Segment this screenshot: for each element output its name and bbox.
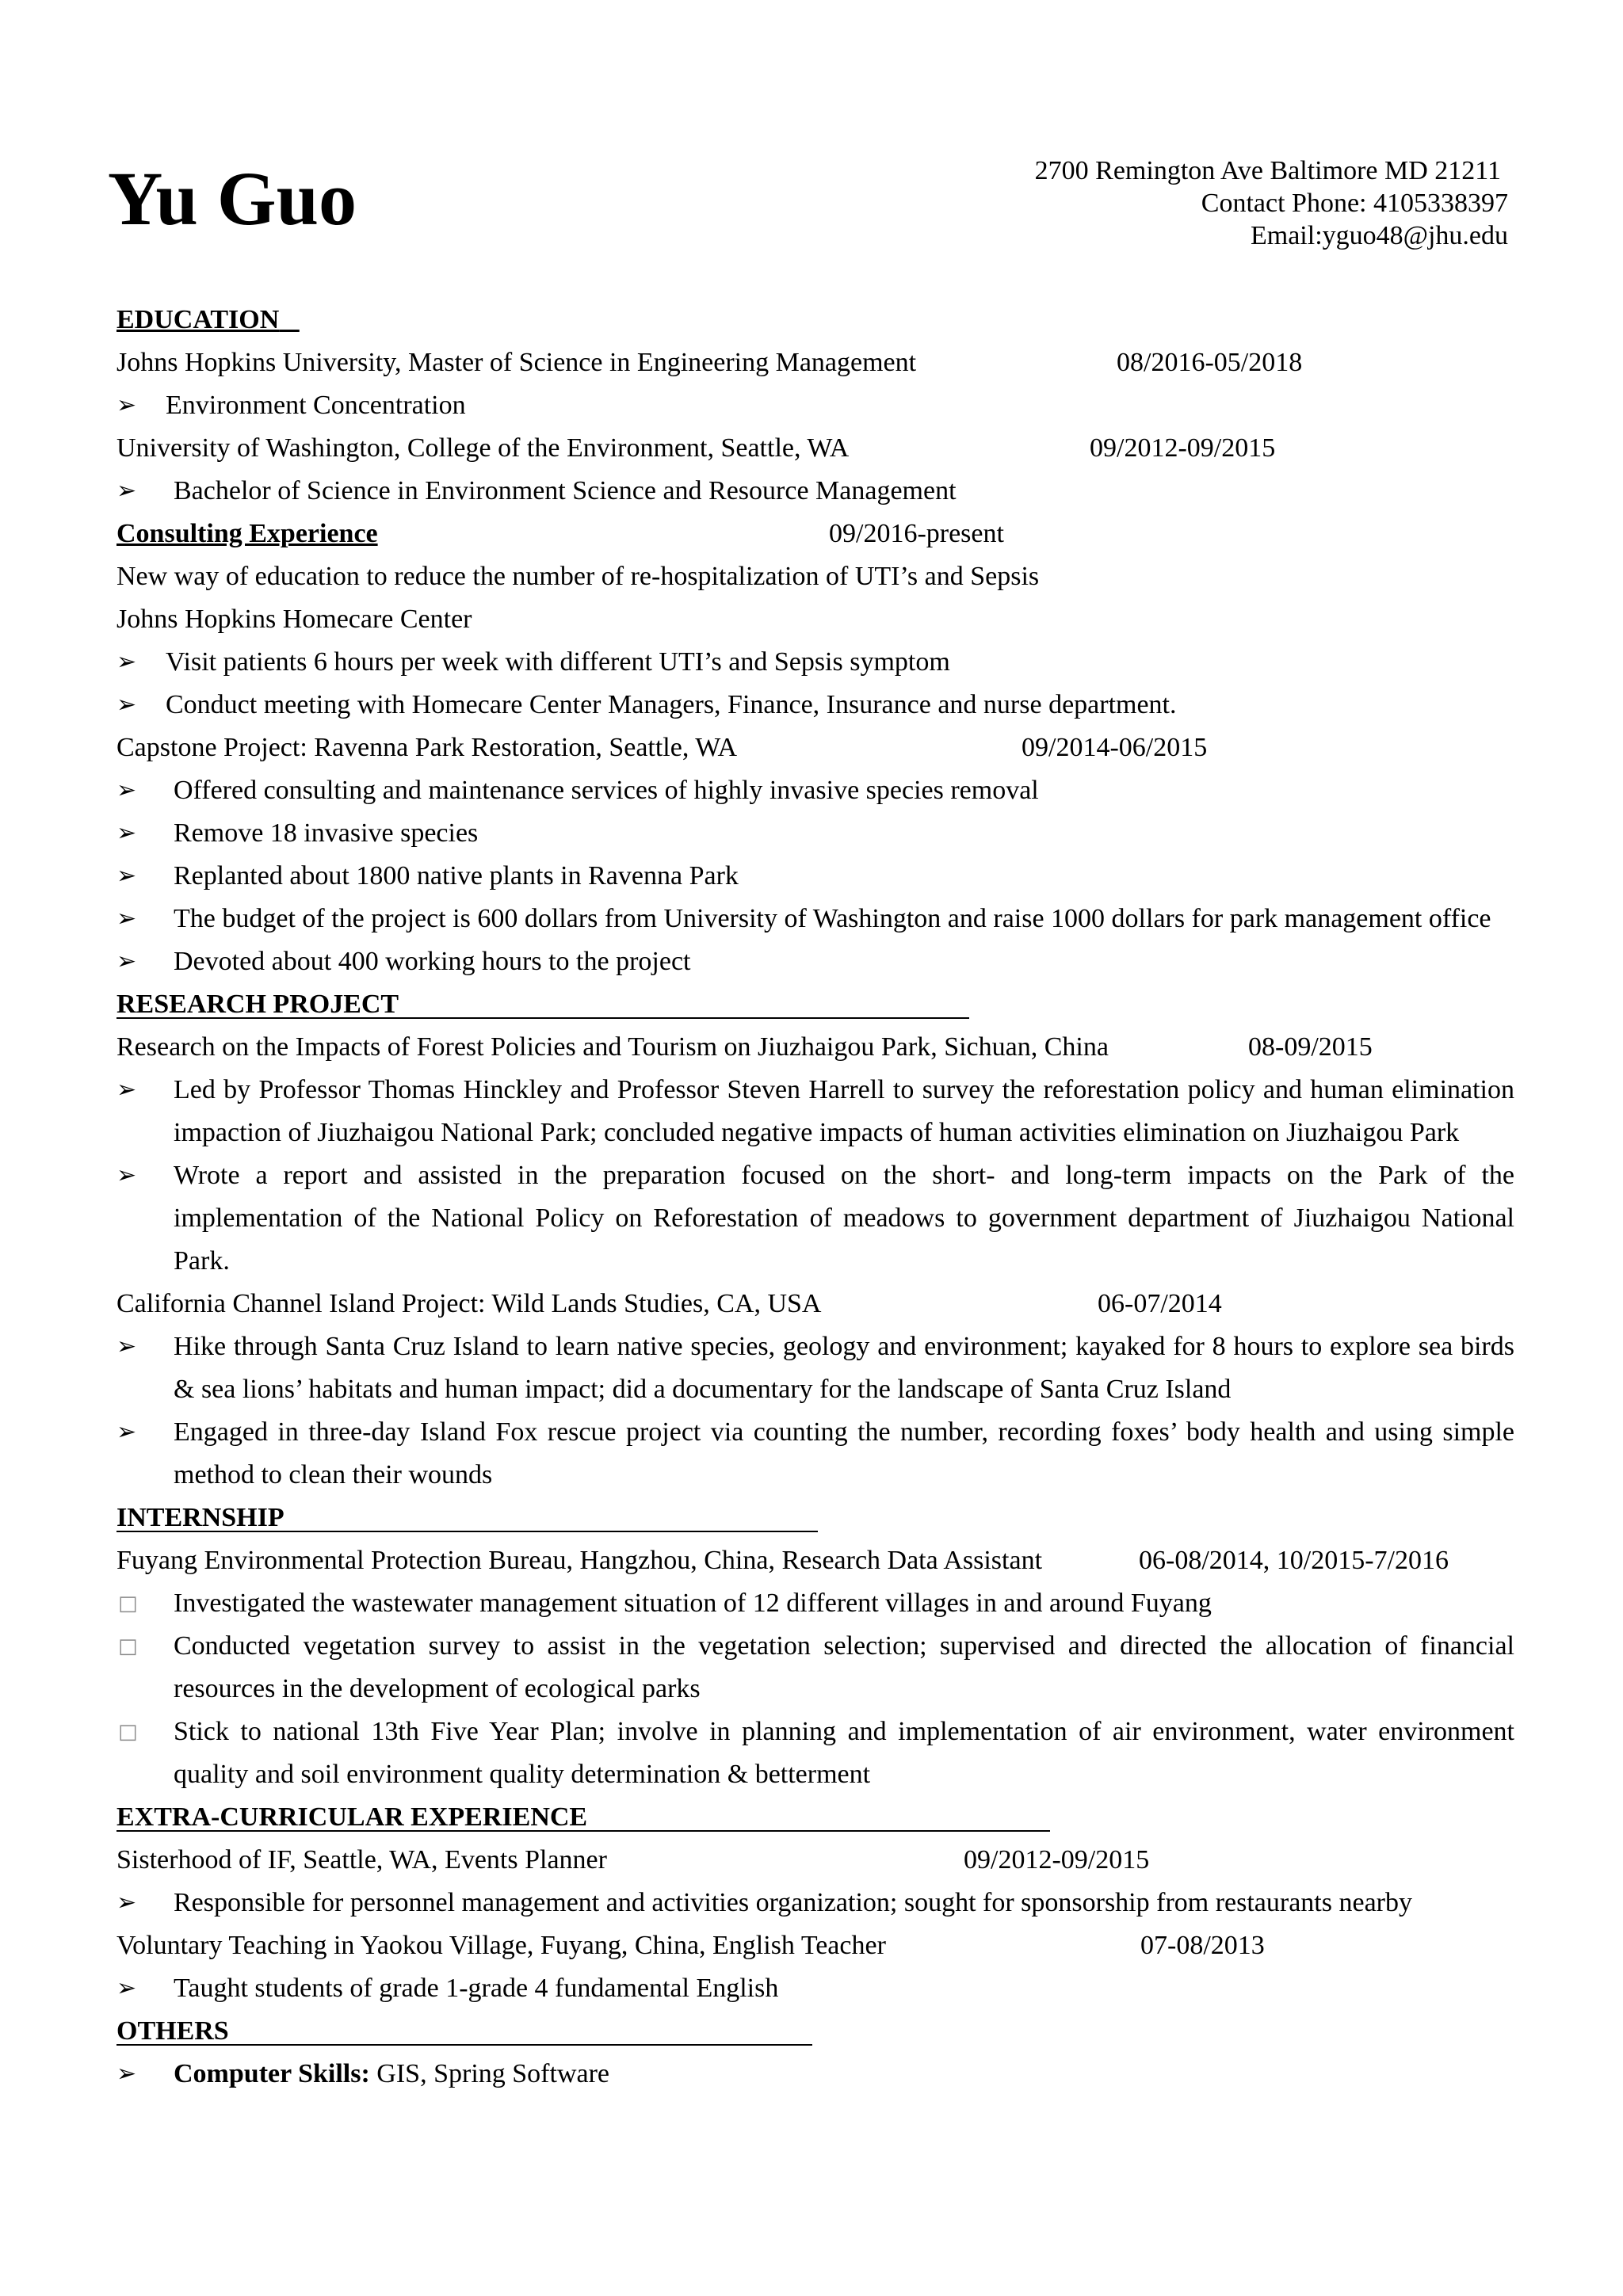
section-heading-education: EDUCATION [116,305,280,334]
address: 2700 Remington Ave Baltimore MD 21211 [1034,156,1501,185]
box-bullet-icon: □ [118,1634,138,1658]
arrow-bullet-icon: ➢ [116,1076,137,1104]
section-heading-extracurricular: EXTRA-CURRICULAR EXPERIENCE [116,1802,588,1832]
arrow-bullet-icon: ➢ [116,1418,137,1446]
arrow-bullet-icon: ➢ [116,2060,137,2088]
entry-date: 06-08/2014, 10/2015-7/2016 [1139,1546,1449,1575]
bullet-item [116,1882,1514,1924]
arrow-bullet-icon: ➢ [116,1974,137,2002]
arrow-bullet-icon: ➢ [116,1161,137,1189]
bullet-item [116,470,1514,513]
arrow-bullet-icon: ➢ [116,477,137,505]
entry-title: Sisterhood of IF, Seattle, WA, Events Planner [116,1845,607,1875]
entry-date: 08/2016-05/2018 [1117,348,1303,377]
text-line: Johns Hopkins Homecare Center [116,605,472,634]
section-internship [116,1497,1514,1539]
bullet-item [116,940,1514,983]
bullet-text: Conducted vegetation survey to assist in the vegetation selection; supervised and directed the allocation of financial resources in the development of ecological parks [174,1631,1514,1703]
section-heading-others: OTHERS [116,2016,229,2046]
entry-title: Research on the Impacts of Forest Policies and Tourism on Jiuzhaigou Park, Sichuan, China [116,1032,1109,1062]
bullet-text: Wrote a report and assisted in the preparation focused on the short- and long-term impacts on the Park of the implementation of the National Policy on Reforestation of meadows to government department of Jiuzhaigou National Park. [174,1161,1514,1276]
bullet-text: Led by Professor Thomas Hinckley and Professor Steven Harrell to survey the reforestation policy and human elimination impaction of Jiuzhaigou National Park; concluded negative impacts of human activities elimination on Jiuzhaigou Park [174,1075,1514,1147]
entry-title: California Channel Island Project: Wild Lands Studies, CA, USA [116,1289,822,1318]
bullet-item [116,1582,1514,1625]
bullet-text: Visit patients 6 hours per week with different UTI’s and Sepsis symptom [166,647,950,677]
bullet-item [116,855,1514,898]
section-research [116,983,1514,1026]
entry-uw [116,427,1514,470]
bullet-text: Taught students of grade 1-grade 4 fundamental English [174,1974,779,2003]
arrow-bullet-icon: ➢ [116,648,137,676]
entry-fuyang [116,1539,1514,1582]
bullet-item [116,1711,1514,1796]
section-others [116,2010,1514,2053]
bullet-text: Investigated the wastewater management situation of 12 different villages in and around Fuyang [174,1589,1212,1618]
entry-date: 09/2014-06/2015 [1022,733,1208,762]
bullet-item [116,769,1514,812]
bullet-item [116,1625,1514,1711]
skills-label: Computer Skills: [174,2059,370,2088]
entry-yaokou [116,1924,1514,1967]
entry-title: University of Washington, College of the Environment, Seattle, WA [116,433,850,463]
arrow-bullet-icon: ➢ [116,776,137,804]
bullet-item [116,1967,1514,2010]
bullet-text: Bachelor of Science in Environment Science and Resource Management [174,476,957,505]
bullet-item [116,1154,1514,1283]
bullet-text: The budget of the project is 600 dollars from University of Washington and raise 1000 dollars for park management office [174,904,1491,933]
resume-body [116,299,1514,2096]
bullet-item [116,1325,1514,1411]
skills-value: GIS, Spring Software [369,2059,609,2088]
arrow-bullet-icon: ➢ [116,862,137,890]
bullet-item [116,384,1514,427]
arrow-bullet-icon: ➢ [116,1889,137,1917]
entry-date: 07-08/2013 [1140,1931,1265,1960]
entry-title: Fuyang Environmental Protection Bureau, Hangzhou, China, Research Data Assistant [116,1546,1043,1575]
text-line: New way of education to reduce the number of re-hospitalization of UTI’s and Sepsis [116,562,1040,591]
bullet-text: Remove 18 invasive species [174,818,479,848]
bullet-item [116,1069,1514,1154]
bullet-item [116,684,1514,727]
entry-date: 09/2016-present [829,519,1004,548]
bullet-text: Offered consulting and maintenance services of highly invasive species removal [174,776,1039,805]
arrow-bullet-icon: ➢ [116,691,137,719]
arrow-bullet-icon: ➢ [116,391,137,419]
bullet-text: Engaged in three-day Island Fox rescue project via counting the number, recording foxes’ body health and using simple method to clean their wounds [174,1417,1514,1489]
bullet-text: Conduct meeting with Homecare Center Managers, Finance, Insurance and nurse department. [166,690,1177,719]
box-bullet-icon: □ [118,1720,138,1744]
entry-jiuzhaigou [116,1026,1514,1069]
bullet-item [116,2053,1514,2096]
entry-date: 09/2012-09/2015 [1090,433,1276,463]
entry-title: Capstone Project: Ravenna Park Restoration, Seattle, WA [116,733,738,762]
arrow-bullet-icon: ➢ [116,1333,137,1360]
entry-date: 09/2012-09/2015 [964,1845,1150,1875]
contact-block [872,154,1508,252]
bullet-item [116,1411,1514,1497]
section-extracurricular [116,1796,1514,1839]
bullet-text: Devoted about 400 working hours to the project [174,947,691,976]
arrow-bullet-icon: ➢ [116,905,137,933]
entry-jhu [116,341,1514,384]
entry-title: Johns Hopkins University, Master of Science in Engineering Management [116,348,917,377]
section-heading-consulting: Consulting Experience [116,519,378,548]
section-heading-research: RESEARCH PROJECT [116,990,399,1019]
entry-date: 06-07/2014 [1098,1289,1222,1318]
bullet-text: Environment Concentration [166,391,466,420]
entry-date: 08-09/2015 [1248,1032,1373,1062]
arrow-bullet-icon: ➢ [116,948,137,975]
box-bullet-icon: □ [118,1592,138,1615]
entry-capstone [116,727,1514,769]
bullet-text: Replanted about 1800 native plants in Ravenna Park [174,861,739,891]
entry-title: Voluntary Teaching in Yaokou Village, Fuyang, China, English Teacher [116,1931,886,1960]
bullet-item [116,812,1514,855]
section-consulting [116,513,1514,555]
contact-phone: Contact Phone: 4105338397 [1201,189,1508,218]
section-education [116,299,1514,341]
bullet-text: Responsible for personnel management and activities organization; sought for sponsorship from restaurants nearby [174,1888,1412,1917]
section-heading-internship: INTERNSHIP [116,1503,285,1532]
entry-channel-island [116,1283,1514,1325]
entry-sisterhood [116,1839,1514,1882]
bullet-text: Stick to national 13th Five Year Plan; involve in planning and implementation of air environment, water environment quality and soil environment quality determination & betterment [174,1717,1514,1789]
bullet-text: Hike through Santa Cruz Island to learn native species, geology and environment; kayaked for 8 hours to explore sea birds & sea lions’ habitats and human impact; did a documentary for the landscape of Santa Cruz Island [174,1332,1514,1404]
contact-email: Email:yguo48@jhu.edu [1251,221,1508,250]
arrow-bullet-icon: ➢ [116,819,137,847]
resume-name: Yu Guo [108,156,357,241]
bullet-item [116,898,1514,940]
bullet-item [116,641,1514,684]
